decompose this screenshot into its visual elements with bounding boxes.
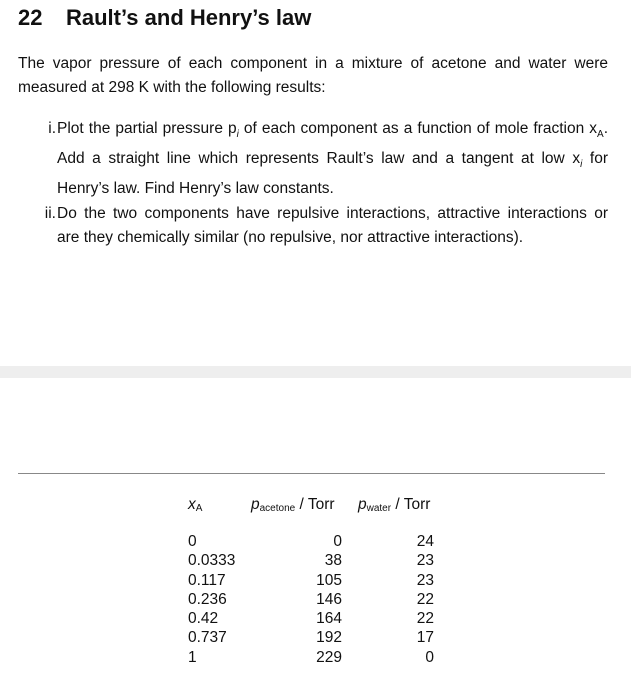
header-p-acetone: $p_{acetone}$ / Torr — [251, 496, 335, 514]
table-cell-p-acetone: 192 — [316, 629, 342, 647]
column-mole-fraction — [188, 532, 258, 667]
intro-line-1: The vapor pressure of each component in a mixture of acetone and water were — [18, 55, 608, 72]
item-body — [57, 117, 608, 201]
item-1-line-1: Plot the partial pressure $p_i$ of each component as a function of mole fraction $x_A$. — [57, 120, 608, 141]
table-cell-xa: 0.117 — [188, 571, 226, 589]
header-p-water: $p_{water}$ / Torr — [358, 496, 431, 514]
table-cell-p-water: 24 — [416, 533, 434, 550]
header-mole-fraction: $x_A$ — [188, 496, 203, 514]
item-body — [57, 202, 608, 250]
table-cell-xa: 0 — [188, 533, 197, 550]
table-cell-p-water: 0 — [425, 648, 434, 666]
column-p-water — [400, 532, 434, 667]
section-number: 22 — [18, 5, 43, 30]
column-p-acetone — [290, 532, 342, 667]
table-cell-p-water: 17 — [416, 629, 434, 647]
table-cell-p-water: 23 — [416, 571, 434, 589]
table-cell-p-acetone: 229 — [316, 648, 342, 666]
item-1-line-2: Add a straight line which represents Rault’s law and a tangent at low $x_i$ for — [57, 150, 608, 171]
table-cell-xa: 0.0333 — [188, 552, 236, 570]
intro-line-2: measured at 298 K with the following results: — [18, 79, 326, 96]
table-cell-xa: 0.737 — [188, 629, 227, 647]
intro-paragraph — [18, 52, 608, 100]
item-2-line-1: Do the two components have repulsive interactions, attractive interactions or — [57, 205, 608, 222]
table-cell-p-acetone: 164 — [316, 610, 342, 628]
table-cell-xa: 0.42 — [188, 610, 219, 628]
table-cell-xa: 0.236 — [188, 590, 227, 608]
item-marker: ii. — [44, 205, 56, 222]
table-top-rule — [18, 473, 605, 474]
table-cell-p-acetone: 0 — [333, 533, 342, 550]
table-cell-p-water: 22 — [416, 610, 434, 628]
table-cell-p-water: 22 — [416, 590, 434, 608]
section-title: Rault’s and Henry’s law — [66, 5, 312, 30]
table-cell-xa: 1 — [188, 648, 197, 666]
table-cell-p-acetone: 105 — [316, 571, 342, 589]
page-break-gap — [0, 366, 631, 378]
table-cell-p-water: 23 — [416, 552, 434, 570]
item-2-line-2: are they chemically similar (no repulsive, nor attractive interactions). — [57, 229, 524, 246]
item-1-line-3: Henry’s law. Find Henry’s law constants. — [57, 180, 334, 198]
item-marker: i. — [48, 120, 56, 137]
table-cell-p-acetone: 146 — [316, 590, 342, 608]
table-cell-p-acetone: 38 — [324, 552, 342, 570]
section-heading — [18, 4, 311, 32]
